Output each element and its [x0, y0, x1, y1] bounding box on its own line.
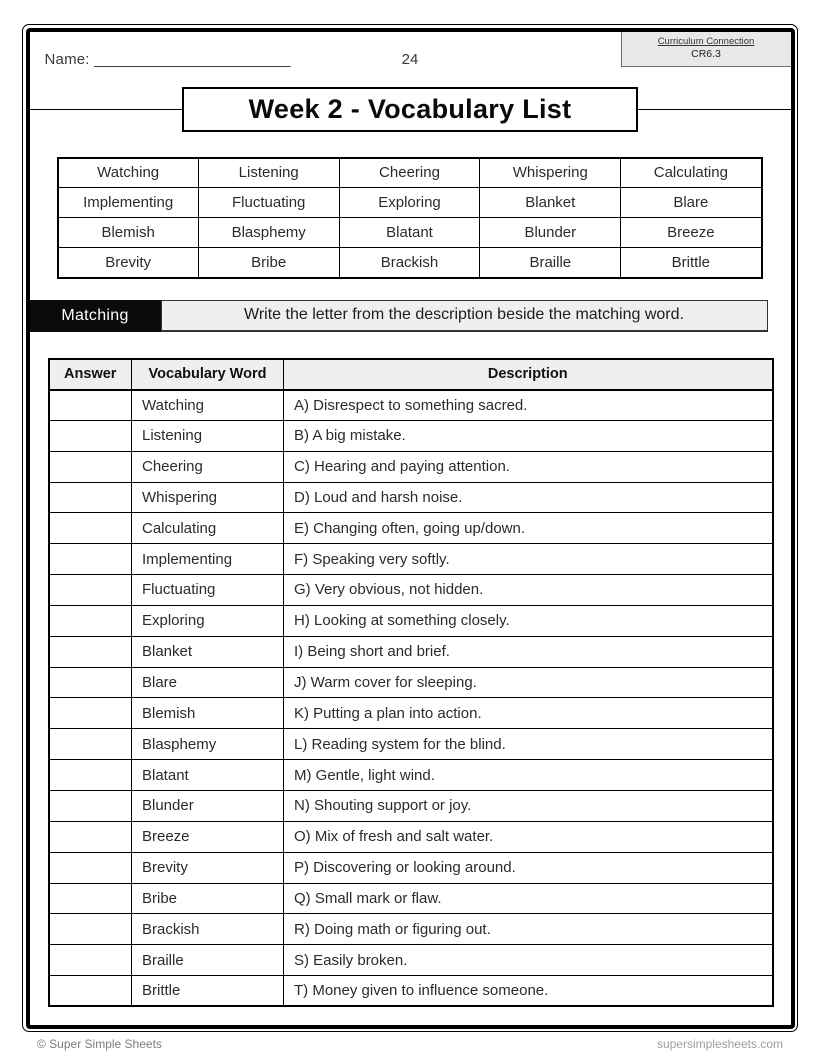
- description-cell: P) Discovering or looking around.: [284, 852, 773, 883]
- matching-table-row: [49, 451, 773, 482]
- page-content-area: [26, 28, 795, 1029]
- matching-table-row: [49, 636, 773, 667]
- matching-instruction: Write the letter from the description beside the matching word.: [161, 300, 768, 332]
- matching-table-row: [49, 698, 773, 729]
- vocabulary-word-cell: Blare: [132, 667, 284, 698]
- answer-cell: [49, 821, 132, 852]
- matching-table-row: [49, 852, 773, 883]
- answer-cell: [49, 605, 132, 636]
- description-cell: H) Looking at something closely.: [284, 605, 773, 636]
- word-grid-cell: Brackish: [339, 248, 480, 278]
- matching-section-header: [30, 300, 791, 332]
- description-cell: F) Speaking very softly.: [284, 544, 773, 575]
- description-cell: M) Gentle, light wind.: [284, 760, 773, 791]
- page-border-frame: [22, 24, 798, 1032]
- vocabulary-word-cell: Bribe: [132, 883, 284, 914]
- description-cell: Q) Small mark or flaw.: [284, 883, 773, 914]
- word-grid-cell: Brittle: [621, 248, 762, 278]
- word-grid-cell: Watching: [58, 158, 199, 188]
- answer-cell: [49, 667, 132, 698]
- answer-cell: [49, 420, 132, 451]
- vocabulary-word-cell: Implementing: [132, 544, 284, 575]
- matching-table-row: [49, 575, 773, 606]
- vocabulary-word-cell: Cheering: [132, 451, 284, 482]
- matching-table-row: [49, 760, 773, 791]
- matching-table-head: [49, 359, 773, 390]
- word-grid-row: [58, 188, 762, 218]
- answer-cell: [49, 945, 132, 976]
- curriculum-connection-code: CR6.3: [691, 47, 721, 60]
- description-cell: G) Very obvious, not hidden.: [284, 575, 773, 606]
- vocabulary-word-cell: Blanket: [132, 636, 284, 667]
- word-grid-cell: Bribe: [198, 248, 339, 278]
- word-grid-cell: Blunder: [480, 218, 621, 248]
- matching-table-row: [49, 914, 773, 945]
- matching-table-row: [49, 883, 773, 914]
- vocabulary-word-cell: Listening: [132, 420, 284, 451]
- description-cell: I) Being short and brief.: [284, 636, 773, 667]
- word-grid-cell: Blatant: [339, 218, 480, 248]
- vocabulary-word-grid: [57, 157, 763, 279]
- answer-cell: [49, 575, 132, 606]
- word-grid-cell: Braille: [480, 248, 621, 278]
- vocabulary-word-cell: Brackish: [132, 914, 284, 945]
- matching-table-body: [49, 390, 773, 1007]
- description-cell: B) A big mistake.: [284, 420, 773, 451]
- answer-cell: [49, 729, 132, 760]
- name-blank-line: _________________________: [94, 50, 291, 68]
- name-label: Name:: [44, 50, 90, 68]
- word-grid-cell: Brevity: [58, 248, 199, 278]
- matching-table-row: [49, 544, 773, 575]
- description-cell: D) Loud and harsh noise.: [284, 482, 773, 513]
- word-grid-cell: Cheering: [339, 158, 480, 188]
- word-grid-cell: Blasphemy: [198, 218, 339, 248]
- description-cell: K) Putting a plan into action.: [284, 698, 773, 729]
- word-grid-cell: Listening: [198, 158, 339, 188]
- curriculum-connection-box: [621, 32, 791, 67]
- page-title: Week 2 - Vocabulary List: [248, 93, 572, 124]
- description-cell: R) Doing math or figuring out.: [284, 914, 773, 945]
- matching-table-row: [49, 667, 773, 698]
- matching-table: [48, 358, 774, 1008]
- copyright-text: © Super Simple Sheets: [37, 1037, 162, 1051]
- description-cell: L) Reading system for the blind.: [284, 729, 773, 760]
- page-number: 24: [401, 50, 419, 68]
- answer-cell: [49, 976, 132, 1007]
- answer-cell: [49, 790, 132, 821]
- answer-cell: [49, 852, 132, 883]
- word-grid-cell: Calculating: [621, 158, 762, 188]
- word-grid-cell: Fluctuating: [198, 188, 339, 218]
- matching-table-row: [49, 605, 773, 636]
- vocabulary-word-cell: Whispering: [132, 482, 284, 513]
- vocabulary-word-column-header: Vocabulary Word: [132, 359, 284, 390]
- description-cell: A) Disrespect to something sacred.: [284, 390, 773, 421]
- matching-table-row: [49, 420, 773, 451]
- word-grid-body: [58, 158, 762, 278]
- answer-cell: [49, 482, 132, 513]
- matching-table-row: [49, 482, 773, 513]
- answer-cell: [49, 698, 132, 729]
- vocabulary-word-cell: Brevity: [132, 852, 284, 883]
- description-cell: S) Easily broken.: [284, 945, 773, 976]
- vocabulary-word-cell: Calculating: [132, 513, 284, 544]
- description-cell: J) Warm cover for sleeping.: [284, 667, 773, 698]
- vocabulary-word-cell: Watching: [132, 390, 284, 421]
- matching-table-row: [49, 790, 773, 821]
- answer-cell: [49, 544, 132, 575]
- description-cell: E) Changing often, going up/down.: [284, 513, 773, 544]
- description-cell: C) Hearing and paying attention.: [284, 451, 773, 482]
- answer-cell: [49, 451, 132, 482]
- matching-table-row: [49, 390, 773, 421]
- word-grid-row: [58, 218, 762, 248]
- vocabulary-word-cell: Exploring: [132, 605, 284, 636]
- word-grid-cell: Blanket: [480, 188, 621, 218]
- word-grid-cell: Breeze: [621, 218, 762, 248]
- matching-table-header-row: [49, 359, 773, 390]
- curriculum-connection-title: Curriculum Connection: [657, 35, 755, 47]
- word-grid-row: [58, 158, 762, 188]
- answer-cell: [49, 390, 132, 421]
- vocabulary-word-cell: Blasphemy: [132, 729, 284, 760]
- word-grid-cell: Whispering: [480, 158, 621, 188]
- title-box: [182, 87, 638, 132]
- word-grid-row: [58, 248, 762, 278]
- matching-table-row: [49, 945, 773, 976]
- matching-table-row: [49, 729, 773, 760]
- matching-table-row: [49, 976, 773, 1007]
- word-grid-cell: Blare: [621, 188, 762, 218]
- matching-table-row: [49, 513, 773, 544]
- vocabulary-word-cell: Braille: [132, 945, 284, 976]
- vocabulary-word-cell: Breeze: [132, 821, 284, 852]
- vocabulary-word-cell: Blunder: [132, 790, 284, 821]
- vocabulary-word-cell: Blemish: [132, 698, 284, 729]
- description-cell: T) Money given to influence someone.: [284, 976, 773, 1007]
- matching-section-label: Matching: [30, 300, 161, 332]
- answer-cell: [49, 914, 132, 945]
- description-column-header: Description: [284, 359, 773, 390]
- vocabulary-word-cell: Brittle: [132, 976, 284, 1007]
- answer-cell: [49, 883, 132, 914]
- word-grid-cell: Blemish: [58, 218, 199, 248]
- vocabulary-word-cell: Fluctuating: [132, 575, 284, 606]
- page-footer: [37, 1037, 783, 1051]
- answer-cell: [49, 760, 132, 791]
- word-grid-cell: Exploring: [339, 188, 480, 218]
- description-cell: O) Mix of fresh and salt water.: [284, 821, 773, 852]
- word-grid-cell: Implementing: [58, 188, 199, 218]
- answer-cell: [49, 513, 132, 544]
- vocabulary-word-cell: Blatant: [132, 760, 284, 791]
- answer-column-header: Answer: [49, 359, 132, 390]
- website-text: supersimplesheets.com: [656, 1037, 783, 1051]
- description-cell: N) Shouting support or joy.: [284, 790, 773, 821]
- matching-table-row: [49, 821, 773, 852]
- answer-cell: [49, 636, 132, 667]
